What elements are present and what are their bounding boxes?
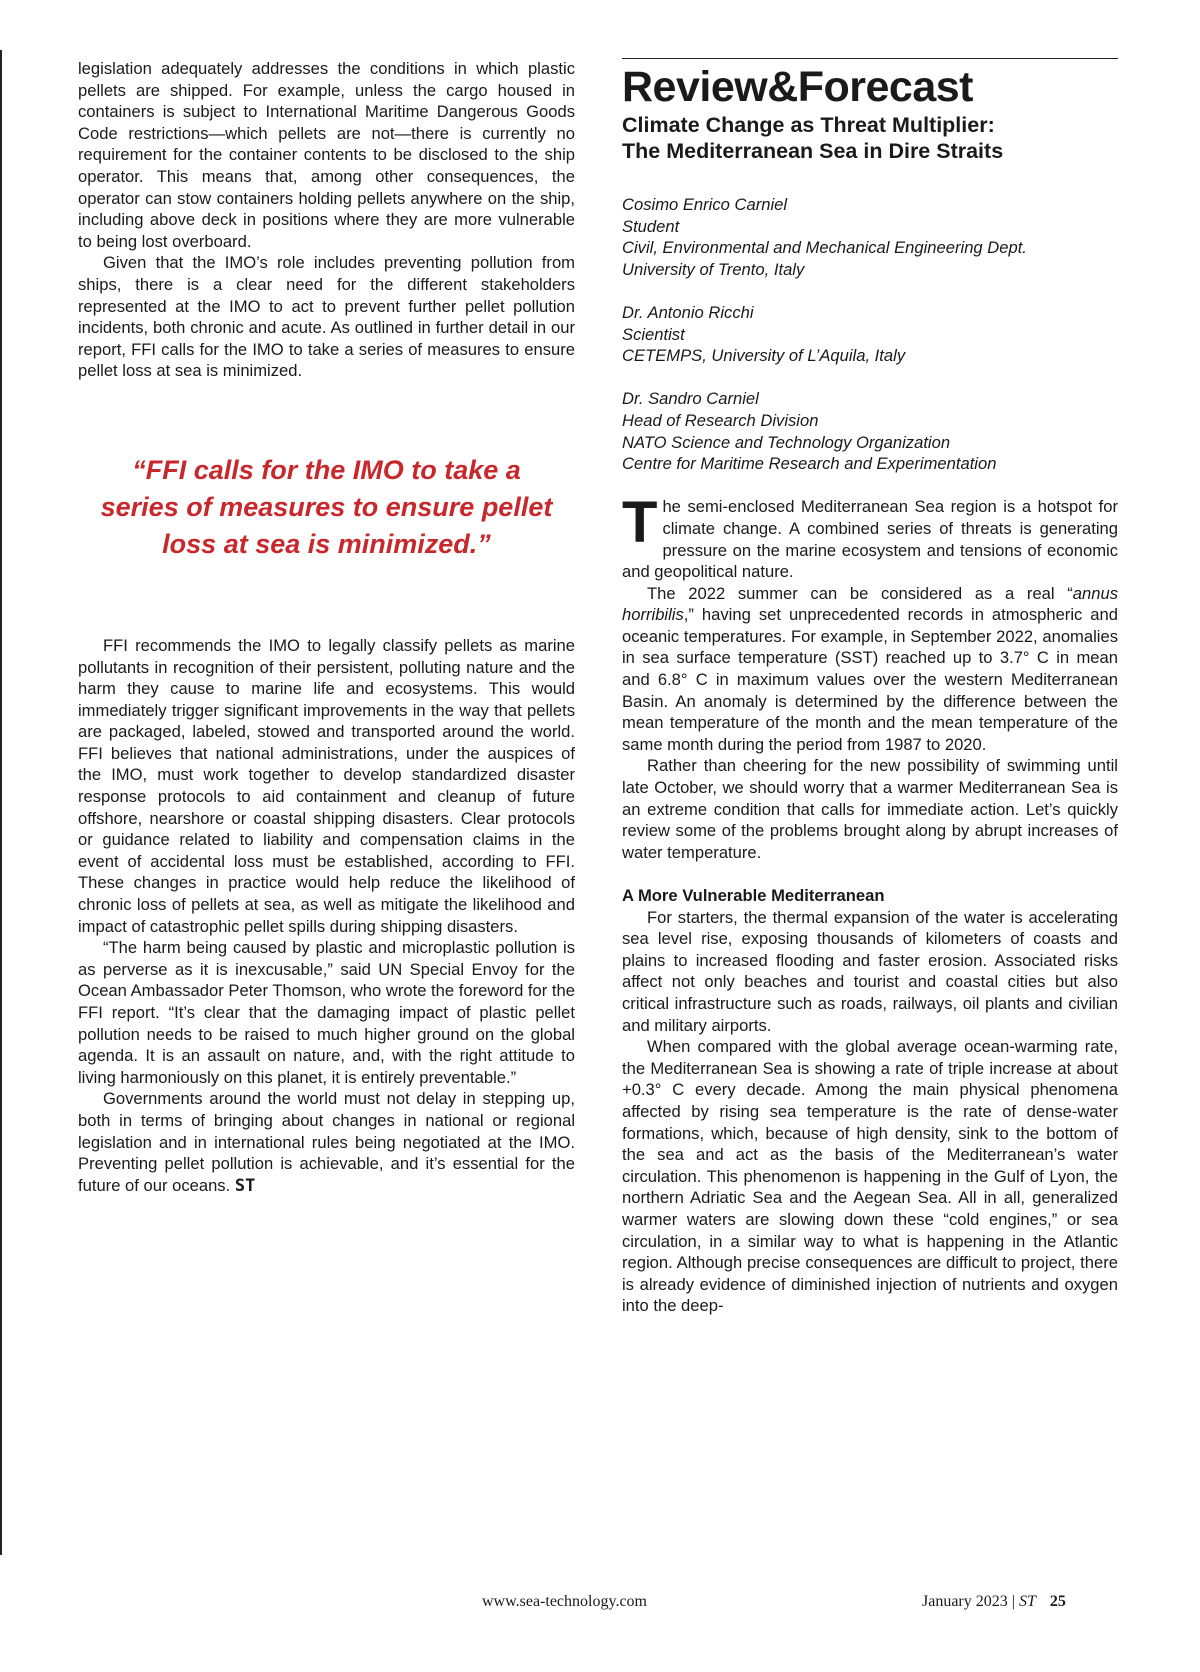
body-paragraph: For starters, the thermal expansion of the water is accelerating sea level rise, exposing thousands of kilometers of coasts and plains to increased flooding and faster erosion. Associated risks affect not only beaches and tourist and coastal cities but also critical infrastructure such as roads, railways, oil plants and civilian and military airports. (622, 907, 1118, 1035)
body-paragraph-final (78, 1088, 575, 1197)
subheading: A More Vulnerable Mediterranean (622, 886, 885, 905)
author-name: Dr. Antonio Ricchi (622, 302, 754, 322)
p2-text-end: ,” having set unprecedented records in atmospheric and oceanic temperatures. For example, in September 2022, anomalies in sea surface temperature (SST) reached up to 3.7° C in mean and 6.8° C in maximum values over the western Mediterranean Basin. An anomaly is determined by the difference between the mean temperature of the month and the mean temperature of the same month during the period from 1987 to 2020. (622, 605, 1118, 754)
author-affiliation: Student (622, 216, 680, 236)
body-paragraph (622, 583, 1118, 756)
author-affiliation: University of Trento, Italy (622, 259, 805, 279)
author-name: Dr. Sandro Carniel (622, 389, 759, 409)
author-affiliation: CETEMPS, University of L’Aquila, Italy (622, 346, 906, 366)
author-affiliation: Civil, Environmental and Mechanical Engineering Dept. (622, 238, 1027, 258)
footer-issue-info (922, 1593, 1066, 1611)
magazine-abbrev: ST (1018, 1593, 1036, 1610)
article-title-line-1: Climate Change as Threat Multiplier: (622, 113, 995, 137)
author-block (622, 194, 1118, 280)
right-column (622, 58, 1118, 1317)
footer-url[interactable]: www.sea-technology.com (482, 1593, 647, 1610)
page-number: 25 (1049, 1593, 1066, 1610)
author-block (622, 302, 1118, 367)
intro-paragraph (622, 490, 1118, 582)
author-list (622, 194, 1118, 475)
author-affiliation: Centre for Maritime Research and Experimentation (622, 454, 997, 474)
article-title-line-2: The Mediterranean Sea in Dire Straits (622, 139, 1004, 163)
pull-quote: “FFI calls for the IMO to take a series of measures to ensure pellet loss at sea is minimized.” (100, 454, 553, 559)
article-title (622, 112, 1118, 164)
body-paragraph: Given that the IMO’s role includes preventing pollution from ships, there is a clear need for the different stakeholders represented at the IMO to act to prevent further pellet pollution incidents, both chronic and acute. As outlined in further detail in our report, FFI calls for the IMO to take a series of measures to ensure pellet loss at sea is minimized. (78, 253, 575, 381)
latin-phrase: annus horribilis (622, 583, 1118, 625)
left-column (78, 58, 575, 1197)
page-edge-rule (0, 50, 2, 1555)
body-paragraph: “The harm being caused by plastic and microplastic pollution is as perverse as it is inexcusable,” said UN Special Envoy for the Ocean Ambassador Peter Thomson, who wrote the foreword for the FFI report. “It’s clear that the damaging impact of plastic pellet pollution needs to be raised to much higher ground on the global agenda. It is an assault on nature, and, with the right attitude to living harmoniously on this planet, it is entirely preventable.” (78, 938, 575, 1087)
author-affiliation: Head of Research Division (622, 410, 819, 430)
body-paragraph: FFI recommends the IMO to legally classify pellets as marine pollutants in recognition of their persistent, polluting nature and the harm they cause to marine life and ecosystems. This would immediately trigger significant improvements in the way that pellets are packaged, labeled, stowed and transported around the world. FFI believes that national administrations, under the auspices of the IMO, must work together to develop standardized disaster response protocols to aid containment and cleanup of future offshore, nearshore or coastal shipping disasters. Clear protocols or guidance related to liability and compensation claims in the event of accidental loss must be established, according to FFI. These changes in practice would help reduce the likelihood of chronic loss of pellets at sea, as well as mitigate the likelihood and impact of catastrophic pellet spills during shipping disasters. (78, 635, 575, 936)
body-paragraph: Rather than cheering for the new possibility of swimming until late October, we should worry that a warmer Mediterranean Sea is an extreme condition that calls for immediate action. Let’s quickly review some of the problems brought along by abrupt increases of water temperature. (622, 756, 1118, 862)
author-block (622, 388, 1118, 474)
author-affiliation: Scientist (622, 324, 685, 344)
intro-text: he semi-enclosed Mediterranean Sea region is a hotspot for climate change. A combined series of threats is generating pressure on the marine ecosystem and tensions of economic and geopolitical nature. (622, 497, 1118, 582)
section-title: Review&Forecast (622, 63, 973, 111)
final-paragraph-text: Governments around the world must not delay in stepping up, both in terms of bringing about changes in national or regional legislation and in international rules being negotiated at the IMO. Preventing pellet pollution is achievable, and it’s essential for the future of our oceans. (78, 1089, 575, 1195)
p2-text-start: The 2022 summer can be considered as a real “ (647, 583, 1073, 603)
author-affiliation: NATO Science and Technology Organization (622, 432, 951, 452)
drop-cap: T (622, 490, 658, 556)
body-paragraph: legislation adequately addresses the conditions in which plastic pellets are shipped. For example, unless the cargo housed in containers is subject to International Maritime Dangerous Goods Code restrictions—which pellets are not—there is currently no requirement for the container contents to be disclosed to the ship operator. This means that, among other consequences, the operator can stow containers holding pellets anywhere on the ship, including above deck in positions where they are more vulnerable to being lost overboard. (78, 59, 575, 251)
end-sign: ST (234, 1175, 256, 1196)
section-top-rule (622, 58, 1118, 59)
issue-date: January 2023 | (922, 1593, 1015, 1610)
author-name: Cosimo Enrico Carniel (622, 195, 788, 214)
body-paragraph: When compared with the global average ocean-warming rate, the Mediterranean Sea is showing a rate of triple increase at about +0.3° C every decade. Among the main physical phenomena affected by rising sea temperature is the rate of dense-water formations, which, because of high density, sink to the bottom of the sea and act as the basis of the Mediterranean’s water circulation. This phenomenon is happening in the Gulf of Lyon, the northern Adriatic Sea and the Aegean Sea. All in all, generalized warmer waters are slowing down these “cold engines,” or sea circulation, in a similar way to what is happening in the Atlantic region. Although precise consequences are difficult to project, there is already evidence of diminished injection of nutrients and oxygen into the deep- (622, 1037, 1118, 1316)
